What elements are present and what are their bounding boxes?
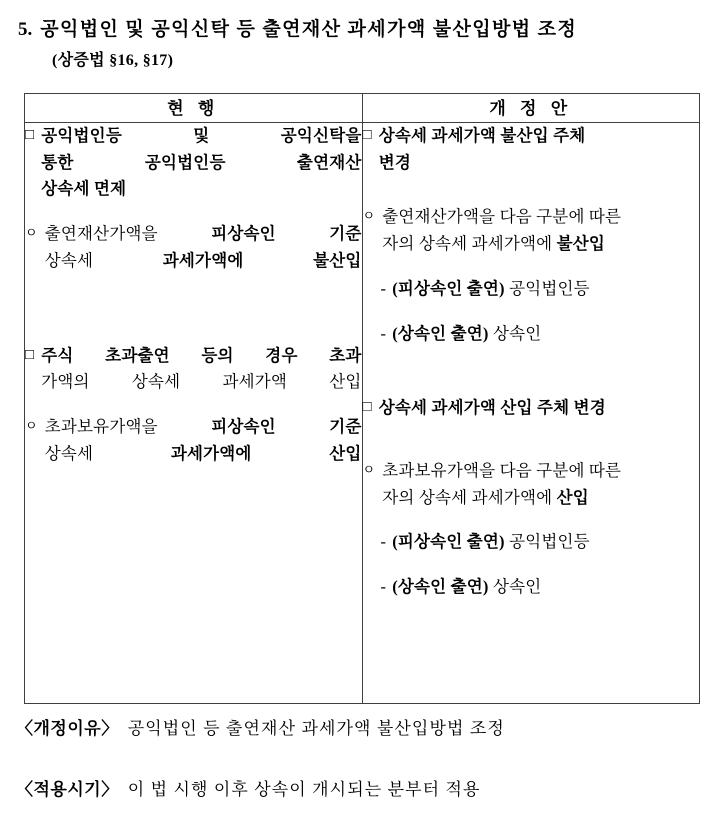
revised-block-2-heading: [363, 395, 700, 422]
current-block-1-heading: [25, 123, 362, 203]
revised-block-2-dash-1: [363, 529, 700, 556]
page-title: [0, 0, 724, 41]
current-block-2-sub-text: [45, 414, 362, 467]
dash-bullet-icon: -: [380, 532, 387, 552]
heading-number: 5.: [18, 19, 33, 40]
heading-law-reference: (상증법 §16, §17): [52, 52, 174, 69]
revised-block-2-sub: [363, 458, 700, 511]
revised-block-2-sub-text: [382, 458, 699, 511]
dash-bullet-icon: -: [380, 577, 387, 597]
square-bullet-icon: □: [362, 399, 372, 416]
note-effective-timing: [16, 775, 481, 800]
revised-block-1-heading-text: [379, 123, 699, 176]
note-reason-label: 〈개정이유〉: [16, 719, 119, 738]
text-line: 주식 초과출연 등의 경우 초과: [41, 345, 362, 365]
circle-bullet-icon: ㅇ: [362, 208, 376, 224]
cell-revised: [362, 123, 700, 704]
text-line: 초과보유가액을 다음 구분에 따른: [382, 461, 622, 481]
revised-block-1-heading: [363, 123, 700, 176]
text-line: 자의 상속세 과세가액에 산입: [382, 487, 589, 507]
dash-bullet-icon: -: [380, 323, 387, 343]
table-body-row: [25, 123, 700, 704]
square-bullet-icon: □: [25, 127, 35, 143]
text-line: 초과보유가액을 피상속인 기준: [44, 417, 362, 437]
text-line: 가액의 상속세 과세가액 산입: [41, 372, 362, 392]
comparison-table: [24, 93, 700, 704]
current-block-2: [25, 343, 362, 468]
text-line: 출연재산가액을 다음 구분에 따른: [382, 207, 622, 227]
text-line: 변경: [378, 152, 412, 172]
column-header-revised: 개 정 안: [362, 94, 700, 123]
current-block-1: [25, 123, 362, 275]
text-line: 자의 상속세 과세가액에 불산입: [382, 234, 606, 254]
current-block-1-heading-text: [41, 123, 361, 203]
table-header-row: [25, 94, 700, 123]
revised-block-1-dash-2: [363, 321, 700, 348]
revised-block-1-dash-1: [363, 276, 700, 303]
text-line: (피상속인 출연) 공익법인등: [392, 278, 590, 298]
note-timing-text: 이 법 시행 이후 상속이 개시되는 분부터 적용: [127, 780, 481, 799]
text-line: 공익법인등 및 공익신탁을: [41, 126, 362, 145]
text-line: 상속세 면제: [41, 179, 127, 199]
text-line: 상속세 과세가액에 불산입: [44, 250, 362, 270]
current-block-1-sub: [25, 221, 362, 274]
square-bullet-icon: □: [362, 127, 372, 143]
revised-block-2-heading-text: [379, 395, 699, 422]
revised-block-2-dash-2: [363, 574, 700, 601]
circle-bullet-icon: ㅇ: [362, 462, 376, 478]
current-block-2-heading-text: [41, 343, 361, 396]
current-block-2-heading: [25, 343, 362, 396]
text-line: 통한 공익법인등 출연재산: [41, 152, 362, 172]
circle-bullet-icon: ㅇ: [25, 418, 38, 434]
square-bullet-icon: □: [25, 346, 35, 363]
text-line: (상속인 출연) 상속인: [392, 323, 542, 343]
column-header-current: 현 행: [25, 94, 363, 123]
circle-bullet-icon: ㅇ: [25, 225, 38, 241]
current-block-2-sub: [25, 414, 362, 467]
revised-block-1-sub: [363, 204, 700, 257]
text-line: 상속세 과세가액 불산입 주체: [378, 126, 586, 145]
cell-current: [25, 123, 363, 704]
note-revision-reason: [16, 714, 505, 739]
revised-block-1-sub-text: [382, 204, 699, 257]
revised-block-2: [363, 395, 700, 601]
current-block-1-sub-text: [45, 221, 362, 274]
text-line: 상속세 과세가액에 산입: [44, 443, 362, 463]
dash-bullet-icon: -: [380, 278, 387, 298]
text-line: 상속세 과세가액 산입 주체 변경: [378, 398, 606, 418]
note-timing-label: 〈적용시기〉: [16, 780, 119, 799]
note-reason-text: 공익법인 등 출연재산 과세가액 불산입방법 조정: [127, 719, 505, 738]
text-line: (상속인 출연) 상속인: [392, 577, 542, 597]
text-line: (피상속인 출연) 공익법인등: [392, 532, 590, 552]
revised-block-1: [363, 123, 700, 347]
text-line: 출연재산가액을 피상속인 기준: [44, 224, 362, 244]
heading-title: 공익법인 및 공익신탁 등 출연재산 과세가액 불산입방법 조정: [40, 19, 578, 40]
